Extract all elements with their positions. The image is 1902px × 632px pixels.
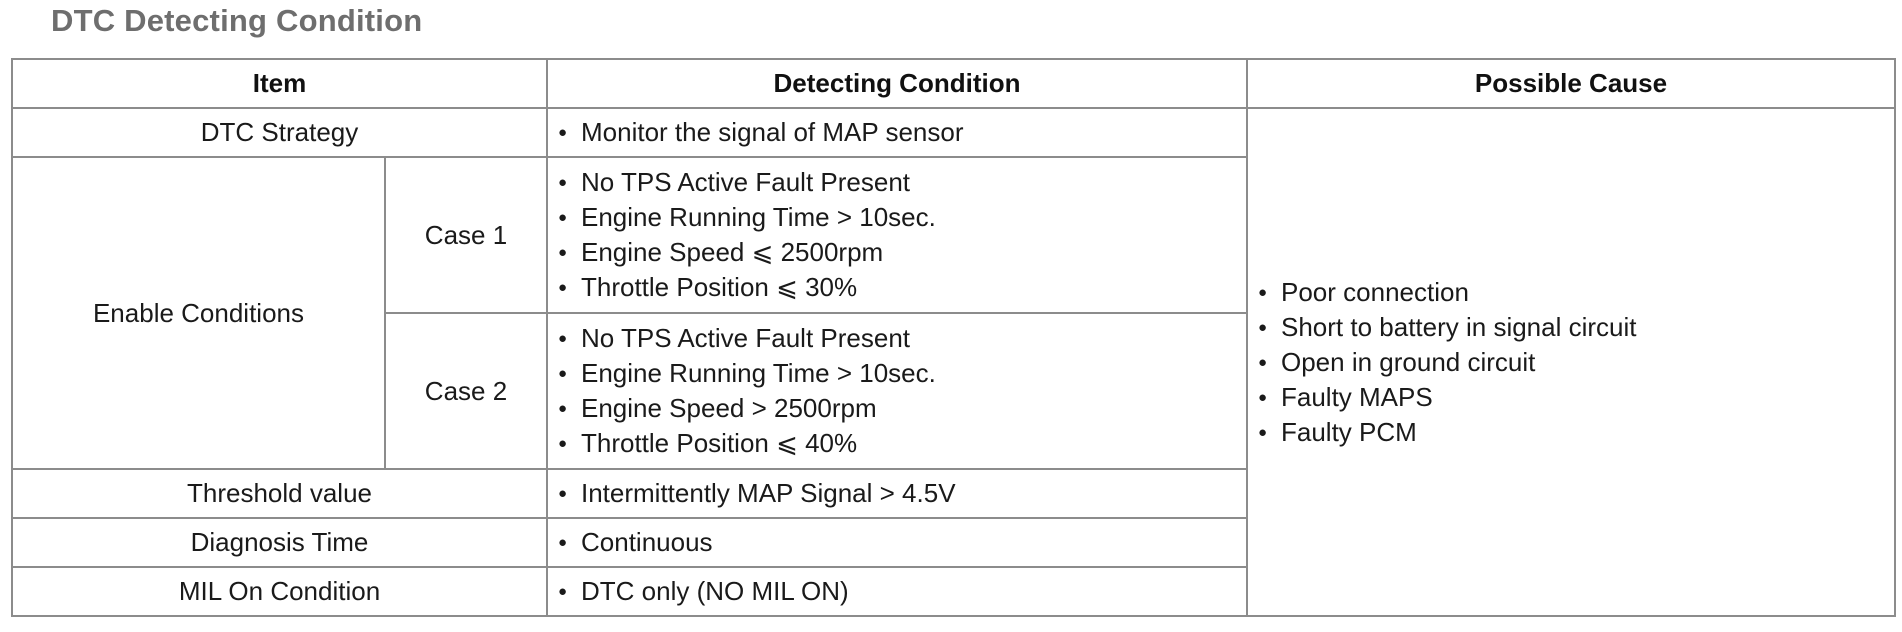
item-dtc-strategy: DTC Strategy xyxy=(12,108,547,157)
case-1-label: Case 1 xyxy=(385,157,547,313)
item-mil-on-condition: MIL On Condition xyxy=(12,567,547,616)
item-threshold-value: Threshold value xyxy=(12,469,547,518)
item-enable-conditions: Enable Conditions xyxy=(12,157,385,469)
list-item: ● Open in ground circuit xyxy=(1258,345,1884,380)
list-item: ● Continuous xyxy=(558,525,1236,560)
list-item: ● Intermittently MAP Signal > 4.5V xyxy=(558,476,1236,511)
condition-mil-on xyxy=(547,567,1247,616)
item-diagnosis-time: Diagnosis Time xyxy=(12,518,547,567)
list-item: ● Short to battery in signal circuit xyxy=(1258,310,1884,345)
list-item: ● DTC only (NO MIL ON) xyxy=(558,574,1236,609)
list-item: ● No TPS Active Fault Present xyxy=(558,321,1236,356)
row-dtc-strategy xyxy=(12,108,1895,157)
list-item: ● Faulty PCM xyxy=(1258,415,1884,450)
header-detecting-condition: Detecting Condition xyxy=(547,59,1247,108)
list-item: ● Monitor the signal of MAP sensor xyxy=(558,115,1236,150)
header-row xyxy=(12,59,1895,108)
list-item: ● Faulty MAPS xyxy=(1258,380,1884,415)
list-item: ● Throttle Position ⩽ 40% xyxy=(558,426,1236,461)
page-title: DTC Detecting Condition xyxy=(51,3,423,38)
condition-diagnosis-time xyxy=(547,518,1247,567)
list-item: ● Poor connection xyxy=(1258,275,1884,310)
condition-case-2 xyxy=(547,313,1247,469)
condition-dtc-strategy xyxy=(547,108,1247,157)
header-possible-cause: Possible Cause xyxy=(1247,59,1895,108)
dtc-table xyxy=(11,58,1896,617)
list-item: ● Engine Speed ⩽ 2500rpm xyxy=(558,235,1236,270)
possible-cause-cell xyxy=(1247,108,1895,616)
list-item: ● Engine Running Time > 10sec. xyxy=(558,356,1236,391)
list-item: ● Throttle Position ⩽ 30% xyxy=(558,270,1236,305)
case-2-label: Case 2 xyxy=(385,313,547,469)
header-item: Item xyxy=(12,59,547,108)
condition-case-1 xyxy=(547,157,1247,313)
list-item: ● Engine Running Time > 10sec. xyxy=(558,200,1236,235)
list-item: ● No TPS Active Fault Present xyxy=(558,165,1236,200)
list-item: ● Engine Speed > 2500rpm xyxy=(558,391,1236,426)
condition-threshold xyxy=(547,469,1247,518)
